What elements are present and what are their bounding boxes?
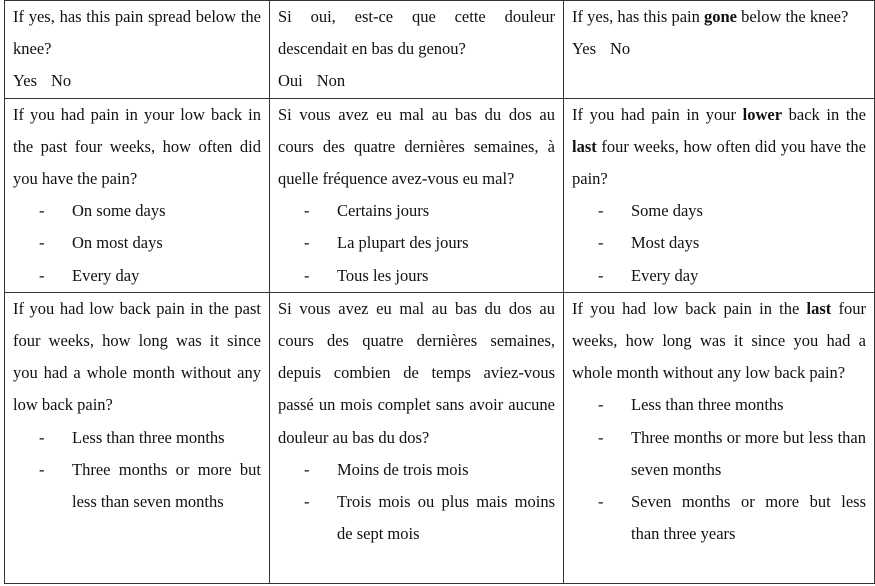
list-item	[572, 260, 866, 292]
option-text: Moins de trois mois	[337, 459, 469, 479]
dash-bullet: -	[598, 492, 604, 512]
option-no: No	[51, 71, 72, 91]
yes-no-options	[278, 65, 555, 97]
option-text: Less than three months	[631, 395, 784, 415]
option-yes: Yes	[13, 71, 38, 91]
dash-bullet: -	[304, 233, 310, 253]
option-text: Three months or more but less than seven months	[72, 459, 261, 512]
question-text	[572, 99, 866, 196]
list-item	[572, 422, 866, 486]
question-bold-word: gone	[703, 7, 737, 26]
option-text: Three months or more but less than seven months	[631, 427, 866, 479]
yes-no-options	[572, 33, 866, 65]
dash-bullet: -	[304, 459, 310, 479]
dash-bullet: -	[304, 265, 310, 285]
question-text: If you had low back pain in the past four weeks, how long was it since you had a whole month without any low back pain?	[13, 298, 261, 415]
question-text: Si vous avez eu mal au bas du dos au cours des quatre dernières semaines, depuis combien de temps aviez-vous passé un mois complet sans avoir aucune douleur au bas du dos?	[278, 298, 555, 447]
question-bold-word: last	[806, 298, 832, 318]
option-text: Certains jours	[337, 201, 430, 221]
cell-french-q2	[270, 98, 564, 292]
question-part: below the knee?	[736, 7, 849, 26]
question-bold-word: lower	[742, 104, 783, 124]
list-item	[13, 260, 261, 292]
option-text: On most days	[72, 233, 163, 253]
question-text	[572, 293, 866, 390]
list-item	[572, 195, 866, 227]
option-list	[572, 195, 866, 292]
option-text: Some days	[631, 201, 703, 221]
question-text: Si oui, est-ce que cette douleur descendait en bas du genou?	[278, 7, 555, 59]
question-part: back in the	[782, 104, 866, 124]
list-item	[572, 227, 866, 259]
list-item	[13, 422, 261, 454]
list-item	[278, 260, 555, 292]
dash-bullet: -	[304, 201, 310, 221]
option-text: Every day	[631, 265, 699, 285]
yes-no-options	[13, 65, 261, 97]
list-item	[278, 195, 555, 227]
cell-backtranslation-q1	[564, 1, 875, 99]
option-text: Less than three months	[72, 427, 225, 447]
cell-french-q3	[270, 292, 564, 583]
option-no: No	[610, 39, 631, 59]
question-text	[572, 1, 866, 33]
option-yes: Yes	[572, 39, 597, 59]
option-yes: Oui	[278, 71, 303, 91]
dash-bullet: -	[304, 492, 310, 512]
question-part: four weeks, how long was it since you had a whole month without any low back pain?	[572, 298, 866, 383]
question-bold-word: last	[572, 136, 597, 156]
dash-bullet: -	[598, 265, 604, 285]
option-text: Seven months or more but less than three years	[631, 492, 866, 544]
list-item	[572, 486, 866, 550]
dash-bullet: -	[598, 201, 604, 221]
dash-bullet: -	[39, 459, 45, 479]
cell-french-q1	[270, 1, 564, 99]
dash-bullet: -	[598, 427, 604, 447]
list-item	[278, 227, 555, 259]
cell-english-q2	[5, 98, 270, 292]
option-text: La plupart des jours	[337, 233, 469, 253]
cell-backtranslation-q2	[564, 98, 875, 292]
question-text: Si vous avez eu mal au bas du dos au cours des quatre dernières semaines, à quelle fréquence avez-vous eu mal?	[278, 104, 555, 189]
table-row	[5, 292, 875, 583]
question-part: four weeks, how often did you have the pain?	[572, 136, 866, 189]
option-text: Tous les jours	[337, 265, 429, 285]
option-text: Every day	[72, 265, 140, 285]
list-item	[572, 389, 866, 421]
table-row	[5, 98, 875, 292]
option-text: Trois mois ou plus mais moins de sept mois	[337, 492, 555, 544]
option-list	[572, 389, 866, 550]
question-part: If you had low back pain in the	[572, 298, 807, 318]
option-list	[13, 422, 261, 519]
list-item	[278, 454, 555, 486]
option-text: Most days	[631, 233, 700, 253]
dash-bullet: -	[598, 395, 604, 415]
dash-bullet: -	[39, 427, 45, 447]
question-part: If yes, has this pain	[572, 7, 704, 26]
cell-backtranslation-q3	[564, 292, 875, 583]
list-item	[278, 486, 555, 550]
option-list	[278, 195, 555, 292]
cell-english-q3	[5, 292, 270, 583]
option-list	[278, 454, 555, 551]
cell-english-q1	[5, 1, 270, 99]
list-item	[13, 227, 261, 259]
option-list	[13, 195, 261, 292]
list-item	[13, 195, 261, 227]
dash-bullet: -	[39, 201, 45, 221]
question-part: If you had pain in your	[572, 104, 743, 124]
dash-bullet: -	[598, 233, 604, 253]
dash-bullet: -	[39, 233, 45, 253]
translation-table	[4, 0, 875, 584]
question-text: If you had pain in your low back in the past four weeks, how often did you have the pain?	[13, 104, 261, 189]
list-item	[13, 454, 261, 518]
question-text: If yes, has this pain spread below the knee?	[13, 7, 261, 59]
option-no: Non	[316, 71, 346, 91]
option-text: On some days	[72, 201, 166, 221]
dash-bullet: -	[39, 265, 45, 285]
table-row	[5, 1, 875, 99]
